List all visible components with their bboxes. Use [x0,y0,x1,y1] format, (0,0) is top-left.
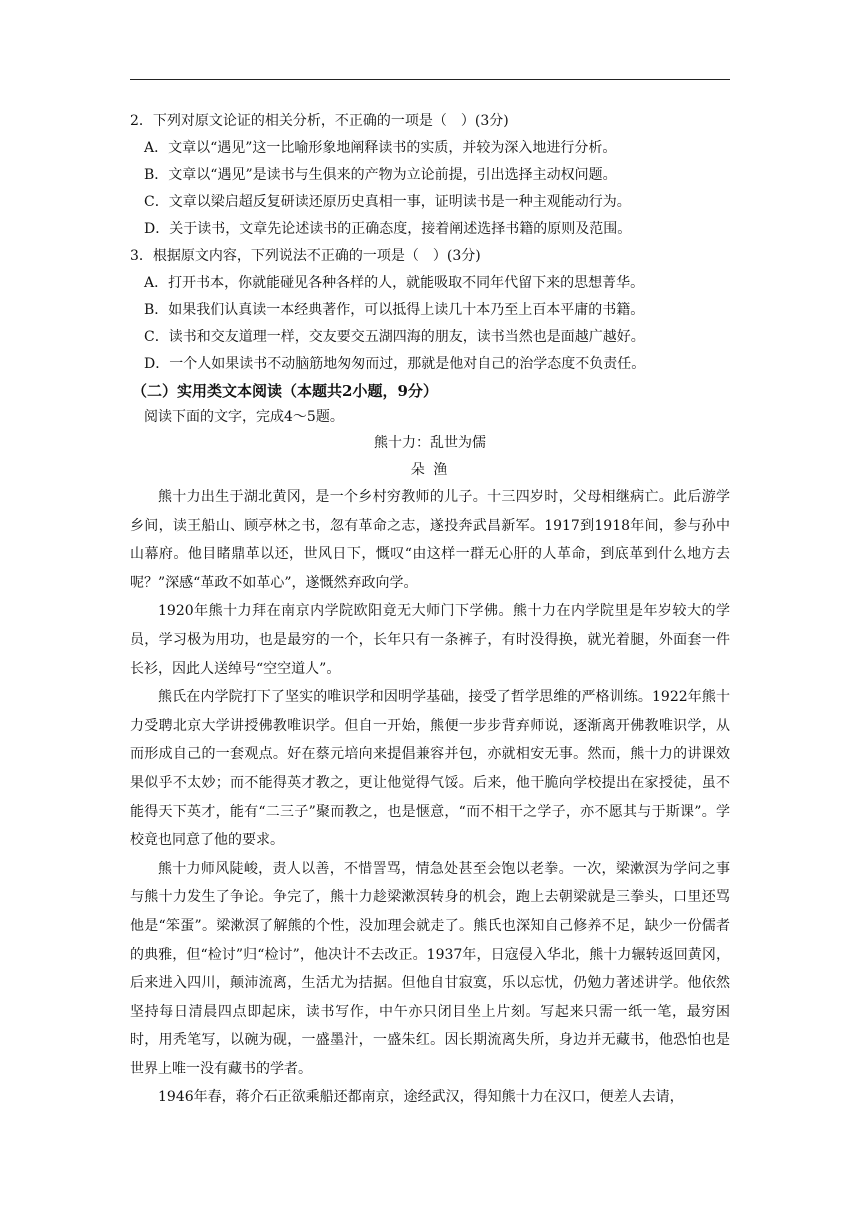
question-3-option-a: A．打开书本，你就能碰见各种各样的人，就能吸取不同年代留下来的思想菁华。 [144,275,645,291]
question-3-option-d: D．一个人如果读书不动脑筋地匆匆而过，那就是他对自己的治学态度不负责任。 [144,356,646,372]
question-2-option-a: A．文章以“遇见”这一比喻形象地阐释读书的实质，并较为深入地进行分析。 [144,140,617,156]
header-rule [130,79,730,80]
question-3-option-c: C．读书和交友道理一样，交友要交五湖四海的朋友，读书当然也是面越广越好。 [144,329,645,345]
question-2-stem: 2．下列对原文论证的相关分析，不正确的一项是（ ）(3分) [130,113,509,129]
article-paragraph: 1920年熊十力拜在南京内学院欧阳竟无大师门下学佛。熊十力在内学院里是年岁较大的学员，学习极为用功，也是最穷的一个，长年只有一条裤子，有时没得换，就光着腿，外面套一件长衫，因此人送绰号“空空道人”。 [130,603,730,677]
reading-instruction: 阅读下面的文字，完成4～5题。 [144,409,344,425]
question-3-stem: 3．根据原文内容，下列说法不正确的一项是（ ）(3分) [130,248,481,264]
article-paragraph: 1946年春，蒋介石正欲乘船还都南京，途经武汉，得知熊十力在汉口，便差人去请， [158,1089,684,1106]
article-paragraph: 熊十力师风陡峻，责人以善，不惜詈骂，情急处甚至会饱以老拳。一次，梁漱溟为学问之事与熊十力发生了争论。争完了，熊十力趁梁漱溟转身的机会，跑上去朝梁就是三拳头，口里还骂他是“笨蛋”。梁漱溟了解熊的个性，没加理会就走了。熊氏也深知自己修养不足，缺少一份儒者的典雅，但“检讨”归“检讨”，他决计不去改正。1937年，日寇侵入华北，熊十力辗转返回黄冈，后来进入四川，颠沛流离，生活尤为拮据。但他自甘寂寞，乐以忘忧，仍勉力著述讲学。他依然坚持每日清晨四点即起床，读书写作，中午亦只闭目坐上片刻。写起来只需一纸一笔，最穷困时，用秃笔写，以碗为砚，一盛墨汁，一盛朱红。因长期流离失所，身边并无藏书，他恐怕也是世界上唯一没有藏书的学者。 [130,860,730,1077]
section-heading: （二）实用类文本阅读（本题共2小题，9分） [132,382,438,400]
page-content [130,108,730,1112]
question-2-option-d: D．关于读书，文章先论述读书的正确态度，接着阐述选择书籍的原则及范围。 [144,221,632,237]
question-2-option-b: B．文章以“遇见”是读书与生俱来的产物为立论前提，引出选择主动权问题。 [144,167,617,183]
question-2-option-c: C．文章以梁启超反复研读还原历史真相一事，证明读书是一种主观能动行为。 [144,194,631,210]
article-paragraph: 熊氏在内学院打下了坚实的唯识学和因明学基础，接受了哲学思维的严格训练。1922年熊十力受聘北京大学讲授佛教唯识学。但自一开始，熊便一步步背弃师说，逐渐离开佛教唯识学，从而形成自己的一套观点。好在蔡元培向来提倡兼容并包，亦就相安无事。然而，熊十力的讲课效果似乎不太妙；而不能得英才教之，更让他觉得气馁。后来，他干脆向学校提出在家授徒，虽不能得天下英才，能有“二三子”聚而教之，也是惬意，“而不相干之学子，亦不愿其与于斯课”。学校竟也同意了他的要求。 [130,689,730,849]
article-paragraph: 熊十力出生于湖北黄冈，是一个乡村穷教师的儿子。十三四岁时，父母相继病亡。此后游学乡间，读王船山、顾亭林之书，忽有革命之志，遂投奔武昌新军。1917到1918年间，参与孙中山幕府。他目睹鼎革以还，世风日下，慨叹“由这样一群无心肝的人革命，到底革到什么地方去呢？”深感“革政不如革心”，遂慨然弃政向学。 [130,489,730,591]
article-author: 朵 渔 [410,462,450,478]
question-3-option-b: B．如果我们认真读一本经典著作，可以抵得上读几十本乃至上百本平庸的书籍。 [144,302,645,318]
article-title: 熊十力：乱世为儒 [374,435,486,451]
